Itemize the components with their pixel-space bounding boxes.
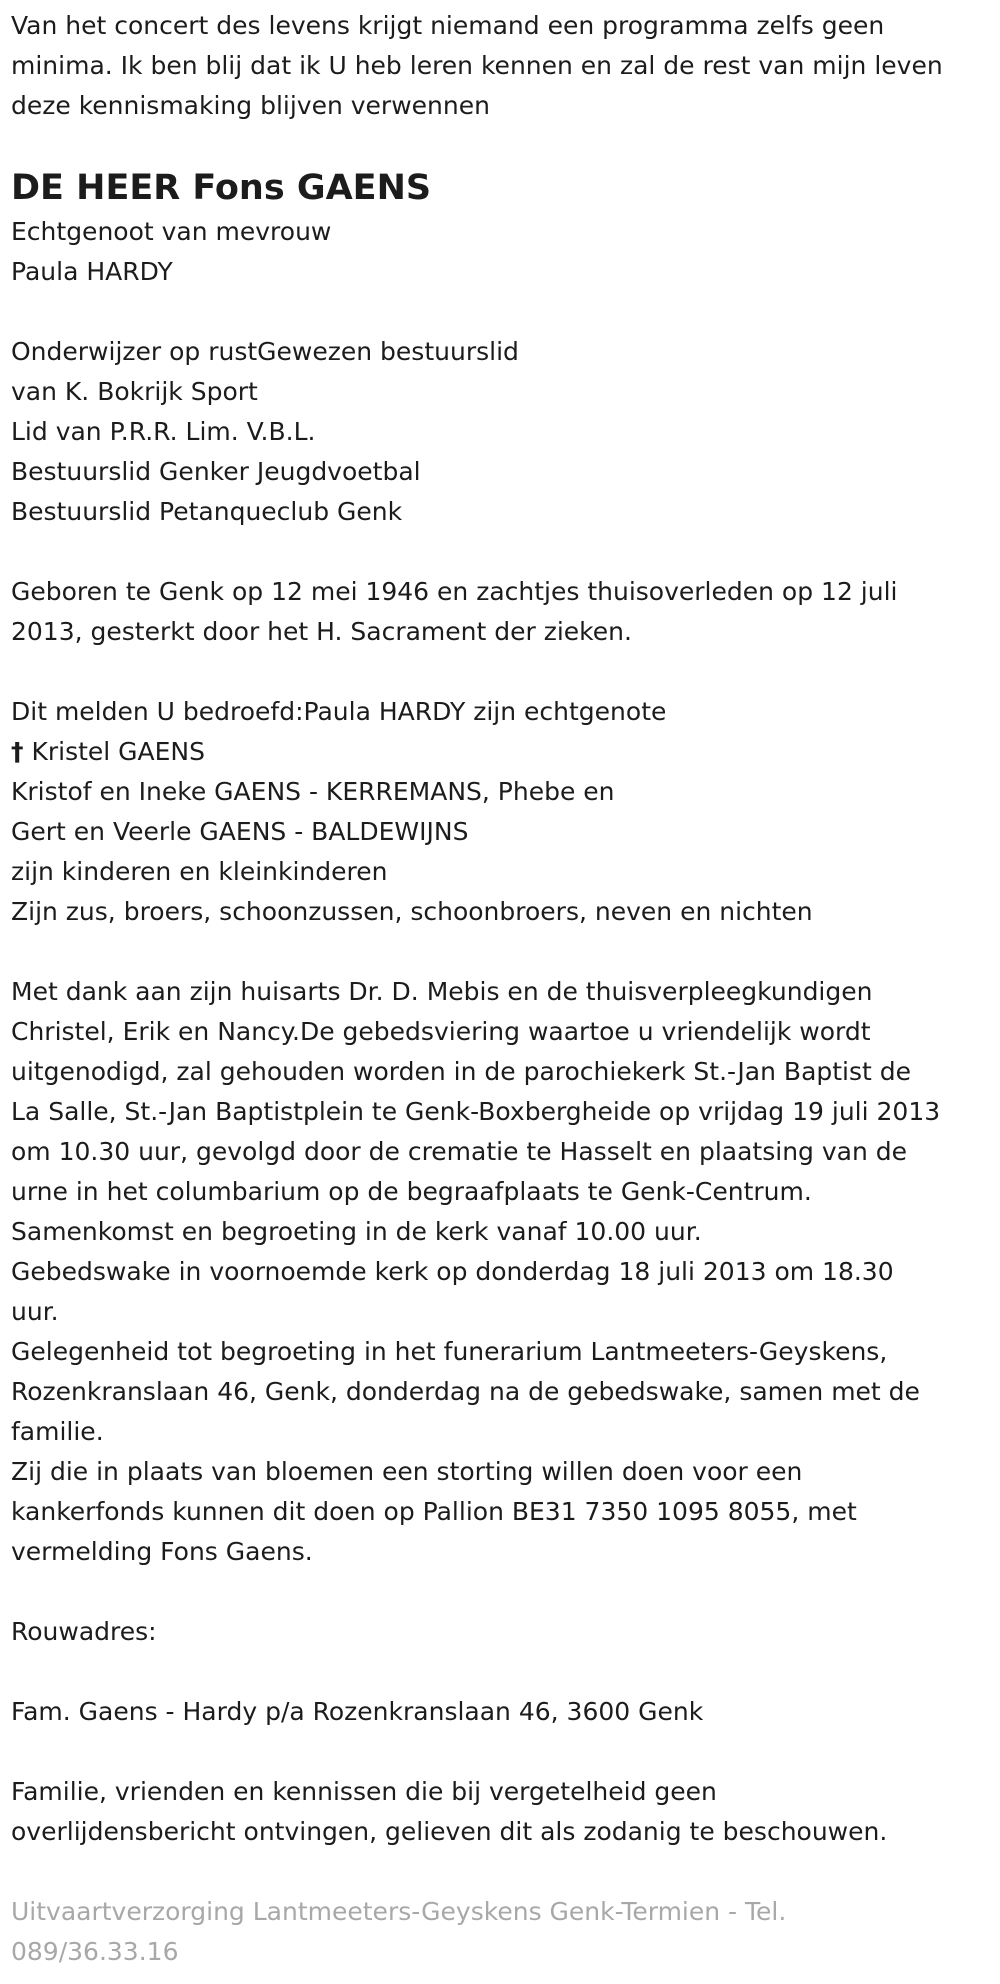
deceased-name: DE HEER Fons GAENS xyxy=(11,168,432,208)
intro-quote xyxy=(11,6,990,126)
ceremony-line: uur. xyxy=(11,1297,59,1326)
function-line: Bestuurslid Genker Jeugdvoetbal xyxy=(11,457,421,486)
birth-death-line: 2013, gesterkt door het H. Sacrament der zieken. xyxy=(11,617,632,646)
ceremony-line: om 10.30 uur, gevolgd door de crematie te Hasselt en plaatsing van de xyxy=(11,1137,908,1166)
ceremony-line: uitgenodigd, zal gehouden worden in de parochiekerk St.-Jan Baptist de xyxy=(11,1057,912,1086)
function-line: Lid van P.R.R. Lim. V.B.L. xyxy=(11,417,316,446)
spouse-block xyxy=(11,212,990,292)
ceremony-block xyxy=(11,972,990,1572)
footer-line: Uitvaartverzorging Lantmeeters-Geyskens Genk-Termien - Tel. xyxy=(11,1897,787,1926)
birth-death-line: Geboren te Genk op 12 mei 1946 en zachtjes thuisoverleden op 12 juli xyxy=(11,577,898,606)
family-line: zijn kinderen en kleinkinderen xyxy=(11,857,388,886)
ceremony-line: Samenkomst en begroeting in de kerk vanaf 10.00 uur. xyxy=(11,1217,702,1246)
ceremony-line: vermelding Fons Gaens. xyxy=(11,1537,313,1566)
function-line: van K. Bokrijk Sport xyxy=(11,377,258,406)
announcement-intro: Dit melden U bedroefd:Paula HARDY zijn echtgenote xyxy=(11,697,667,726)
ceremony-line: familie. xyxy=(11,1417,104,1446)
closing-note xyxy=(11,1772,990,1852)
announcement-block xyxy=(11,692,990,932)
ceremony-line: Zij die in plaats van bloemen een storting willen doen voor een xyxy=(11,1457,803,1486)
quote-line: deze kennismaking blijven verwennen xyxy=(11,91,490,120)
birth-death-block xyxy=(11,572,990,652)
family-line: Kristof en Ineke GAENS - KERREMANS, Phebe en xyxy=(11,777,615,806)
family-line: Zijn zus, broers, schoonzussen, schoonbroers, neven en nichten xyxy=(11,897,813,926)
deceased-child-name: Kristel GAENS xyxy=(23,737,206,766)
quote-line: minima. Ik ben blij dat ik U heb leren kennen en zal de rest van mijn leven xyxy=(11,51,943,80)
ceremony-line: Christel, Erik en Nancy.De gebedsviering waartoe u vriendelijk wordt xyxy=(11,1017,871,1046)
family-line: Gert en Veerle GAENS - BALDEWIJNS xyxy=(11,817,469,846)
ceremony-line: Met dank aan zijn huisarts Dr. D. Mebis en de thuisverpleegkundigen xyxy=(11,977,873,1006)
function-line: Onderwijzer op rustGewezen bestuurslid xyxy=(11,337,519,366)
rouwadres-label: Rouwadres: xyxy=(11,1617,157,1646)
spouse-line: Echtgenoot van mevrouw xyxy=(11,217,332,246)
footer-phone: 089/36.33.16 xyxy=(11,1937,179,1966)
closing-line: overlijdensbericht ontvingen, gelieven dit als zodanig te beschouwen. xyxy=(11,1817,888,1846)
ceremony-line: La Salle, St.-Jan Baptistplein te Genk-Boxbergheide op vrijdag 19 juli 2013 xyxy=(11,1097,941,1126)
cross-icon: † xyxy=(11,737,24,766)
closing-line: Familie, vrienden en kennissen die bij vergetelheid geen xyxy=(11,1777,717,1806)
quote-line: Van het concert des levens krijgt niemand een programma zelfs geen xyxy=(11,11,885,40)
deceased-child-line xyxy=(11,732,990,772)
functions-block xyxy=(11,332,990,532)
funeral-home-footer xyxy=(11,1892,990,1972)
ceremony-line: Gelegenheid tot begroeting in het funerarium Lantmeeters-Geyskens, xyxy=(11,1337,888,1366)
rouwadres-value: Fam. Gaens - Hardy p/a Rozenkranslaan 46, 3600 Genk xyxy=(11,1697,704,1726)
ceremony-line: kankerfonds kunnen dit doen op Pallion BE31 7350 1095 8055, met xyxy=(11,1497,857,1526)
function-line: Bestuurslid Petanqueclub Genk xyxy=(11,497,403,526)
ceremony-line: Gebedswake in voornoemde kerk op donderdag 18 juli 2013 om 18.30 xyxy=(11,1257,894,1286)
ceremony-line: Rozenkranslaan 46, Genk, donderdag na de gebedswake, samen met de xyxy=(11,1377,920,1406)
ceremony-line: urne in het columbarium op de begraafplaats te Genk-Centrum. xyxy=(11,1177,812,1206)
spouse-line: Paula HARDY xyxy=(11,257,173,286)
